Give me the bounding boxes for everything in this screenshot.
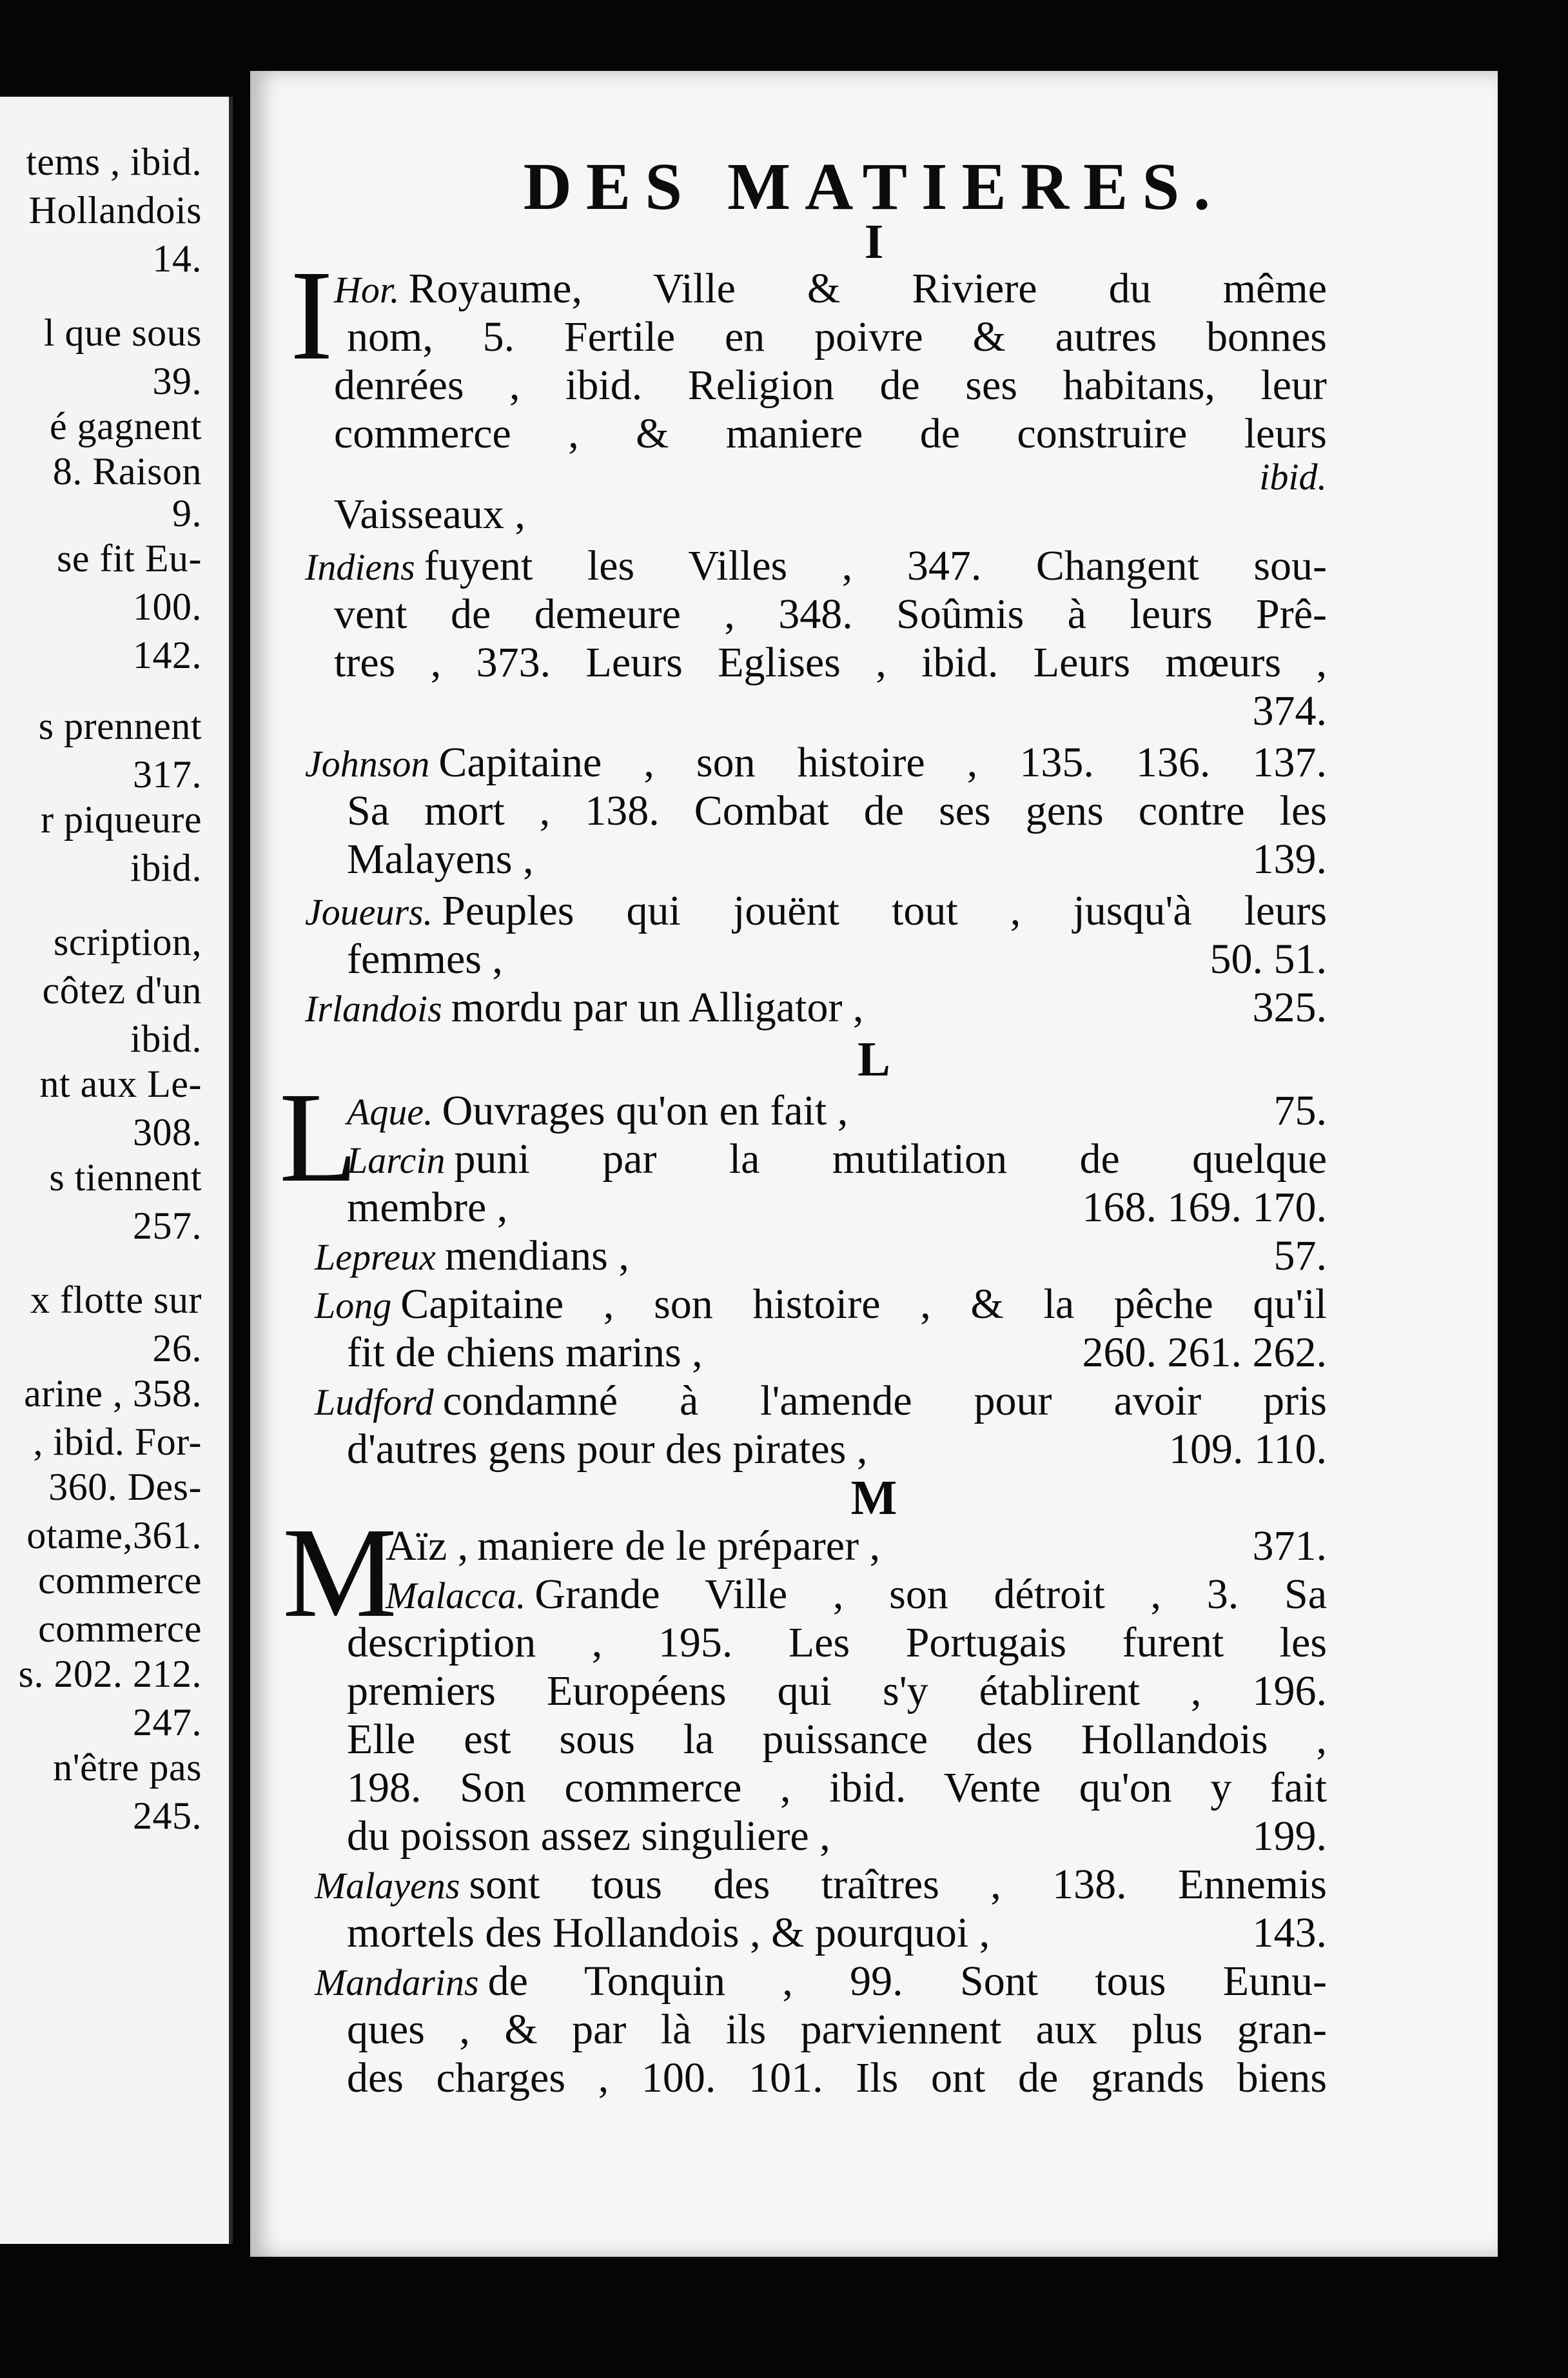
left-page-line: x flotte sur — [30, 1279, 202, 1321]
entry-ihor-line-5: ibid. — [1259, 456, 1327, 498]
left-page-line: arine , 358. — [24, 1372, 202, 1415]
entry-head-long: Long — [315, 1284, 392, 1326]
left-page-line: tems , ibid. — [26, 141, 202, 183]
entry-mandarins-line-2: ques , & par là ils parviennent aux plus gran- — [347, 2006, 1327, 2053]
entry-head-irlandois: Irlandois — [305, 988, 442, 1030]
left-page-line: 39. — [152, 360, 202, 402]
entry-head-lepreux: Lepreux — [315, 1236, 436, 1278]
entry-ihor-line-3: denrées , ibid. Religion de ses habitans, leur — [334, 362, 1327, 409]
left-page-line: 100. — [133, 585, 202, 628]
entry-mandarins-line-3: des charges , 100. 101. Ils ont de grands biens — [347, 2054, 1327, 2101]
left-page-line: 245. — [133, 1794, 202, 1837]
dropcap-i: I — [290, 244, 333, 387]
entry-long-line-2: fit de chiens marins , 260. 261. 262. — [347, 1329, 1327, 1376]
left-page-line: commerce — [38, 1607, 202, 1650]
entry-head-mandarins: Mandarins — [315, 1961, 479, 2003]
entry-johnson-line-3: Malayens , 139. — [347, 836, 1327, 883]
entry-head-malayens: Malayens — [315, 1865, 460, 1907]
left-page-line: ibid. — [130, 847, 202, 889]
section-letter-l: L — [858, 1032, 890, 1086]
left-page-line: nt aux Le- — [39, 1063, 202, 1105]
entry-ihor-line-4: commerce , & maniere de construire leurs — [334, 410, 1327, 457]
left-page-line: se fit Eu- — [57, 537, 202, 580]
entry-malacca-line-1: Malacca. Grande Ville , son détroit , 3. Sa — [386, 1571, 1327, 1618]
entry-malacca-line-3: premiers Européens qui s'y établirent , 196. — [347, 1667, 1327, 1715]
entry-indiens-line-2: vent de demeure , 348. Soûmis à leurs Prê- — [334, 591, 1327, 638]
entry-johnson-line-1: Johnson Capitaine , son histoire , 135. 136. 137. — [305, 739, 1327, 786]
entry-johnson-line-2: Sa mort , 138. Combat de ses gens contre les — [347, 787, 1327, 834]
entry-joueurs-line-2: femmes , 50. 51. — [347, 936, 1327, 983]
running-head: DES MATIERES. — [523, 150, 1225, 224]
entry-ihor-line-1: Hor. Royaume, Ville & Riviere du même — [334, 265, 1327, 312]
entry-indiens-line-1: Indiens fuyent les Villes , 347. Changent sou- — [305, 542, 1327, 589]
entry-malayens-line-2: mortels des Hollandois , & pourquoi , 143. — [347, 1909, 1327, 1956]
left-page-line: 247. — [133, 1701, 202, 1744]
entry-head-ludford: Ludford — [315, 1381, 434, 1423]
entry-malacca-line-2: description , 195. Les Portugais furent les — [347, 1619, 1327, 1666]
entry-head-joueurs: Joueurs. — [305, 891, 433, 933]
left-page-line: otame,361. — [26, 1514, 202, 1557]
left-page-line: 317. — [133, 753, 202, 796]
entry-ihor-line-6: Vaisseaux , — [334, 491, 525, 538]
entry-indiens-line-3: tres , 373. Leurs Eglises , ibid. Leurs mœurs , — [334, 639, 1327, 686]
entry-head-larcin: Larcin — [347, 1139, 446, 1181]
entry-laque-line-1: Aque. Ouvrages qu'on en fait , 75. — [347, 1087, 1327, 1134]
left-page-line: Hollandois — [28, 189, 202, 231]
left-page-line: é gagnent — [49, 405, 202, 447]
entry-head-johnson: Johnson — [305, 743, 430, 785]
left-page-line: 360. Des- — [48, 1466, 202, 1508]
entry-maiz-line-1: Aïz , maniere de le préparer , 371. — [386, 1522, 1327, 1569]
right-page — [250, 71, 1498, 2257]
entry-larcin-line-1: Larcin puni par la mutilation de quelque — [347, 1135, 1327, 1183]
left-page-line: 14. — [152, 237, 202, 280]
left-page-line: ibid. — [130, 1017, 202, 1060]
left-page-line: r piqueure — [41, 798, 202, 841]
entry-head-maiz: Aïz , — [386, 1522, 469, 1569]
left-page-fragment — [0, 97, 233, 2244]
entry-ludford-line-2: d'autres gens pour des pirates , 109. 110. — [347, 1426, 1327, 1473]
left-page-line: 308. — [133, 1111, 202, 1154]
left-page-line: commerce — [38, 1559, 202, 1602]
entry-head-indiens: Indiens — [305, 546, 415, 588]
left-page-line: 257. — [133, 1204, 202, 1247]
entry-malacca-line-4: Elle est sous la puissance des Hollandois , — [347, 1716, 1327, 1763]
entry-mandarins-line-1: Mandarins de Tonquin , 99. Sont tous Eunu- — [315, 1958, 1327, 2005]
left-page-line: 8. Raison — [52, 450, 202, 493]
entry-head-ihor: Hor. — [334, 269, 400, 311]
entry-head-laque: Aque. — [347, 1091, 433, 1133]
section-letter-m: M — [850, 1471, 897, 1525]
entry-malacca-line-5: 198. Son commerce , ibid. Vente qu'on y fait — [347, 1764, 1327, 1811]
left-page-line: 9. — [172, 492, 202, 535]
entry-long-line-1: Long Capitaine , son histoire , & la pêche qu'il — [315, 1281, 1327, 1328]
left-page-line: , ibid. For- — [33, 1420, 202, 1463]
dropcap-l: L — [279, 1066, 358, 1209]
left-page-line: s prennent — [38, 705, 202, 747]
entry-head-malacca: Malacca. — [386, 1575, 526, 1616]
left-page-line: l que sous — [44, 311, 202, 354]
entry-malacca-line-6: du poisson assez singuliere , 199. — [347, 1813, 1327, 1860]
left-page-line: s. 202. 212. — [18, 1653, 202, 1695]
left-page-line: scription, — [54, 921, 202, 963]
left-page-line: s tiennent — [49, 1156, 202, 1199]
entry-indiens-line-4: 374. — [1252, 687, 1327, 734]
left-page-line: n'être pas — [53, 1746, 202, 1789]
entry-irlandois-line-1: Irlandois mordu par un Alligator , 325. — [305, 984, 1327, 1031]
left-page-line: côtez d'un — [42, 969, 202, 1012]
entry-larcin-line-2: membre , 168. 169. 170. — [347, 1184, 1327, 1231]
section-letter-i: I — [864, 215, 884, 269]
dropcap-m: M — [282, 1502, 397, 1644]
entry-malayens-line-1: Malayens sont tous des traîtres , 138. Ennemis — [315, 1861, 1327, 1908]
entry-joueurs-line-1: Joueurs. Peuples qui jouënt tout , jusqu'à leurs — [305, 887, 1327, 934]
entry-lepreux-line-1: Lepreux mendians , 57. — [315, 1232, 1327, 1279]
entry-ludford-line-1: Ludford condamné à l'amende pour avoir pris — [315, 1377, 1327, 1424]
entry-ihor-line-2: nom, 5. Fertile en poivre & autres bonnes — [347, 313, 1327, 360]
left-page-line: 26. — [152, 1327, 202, 1370]
left-page-line: 142. — [133, 634, 202, 676]
